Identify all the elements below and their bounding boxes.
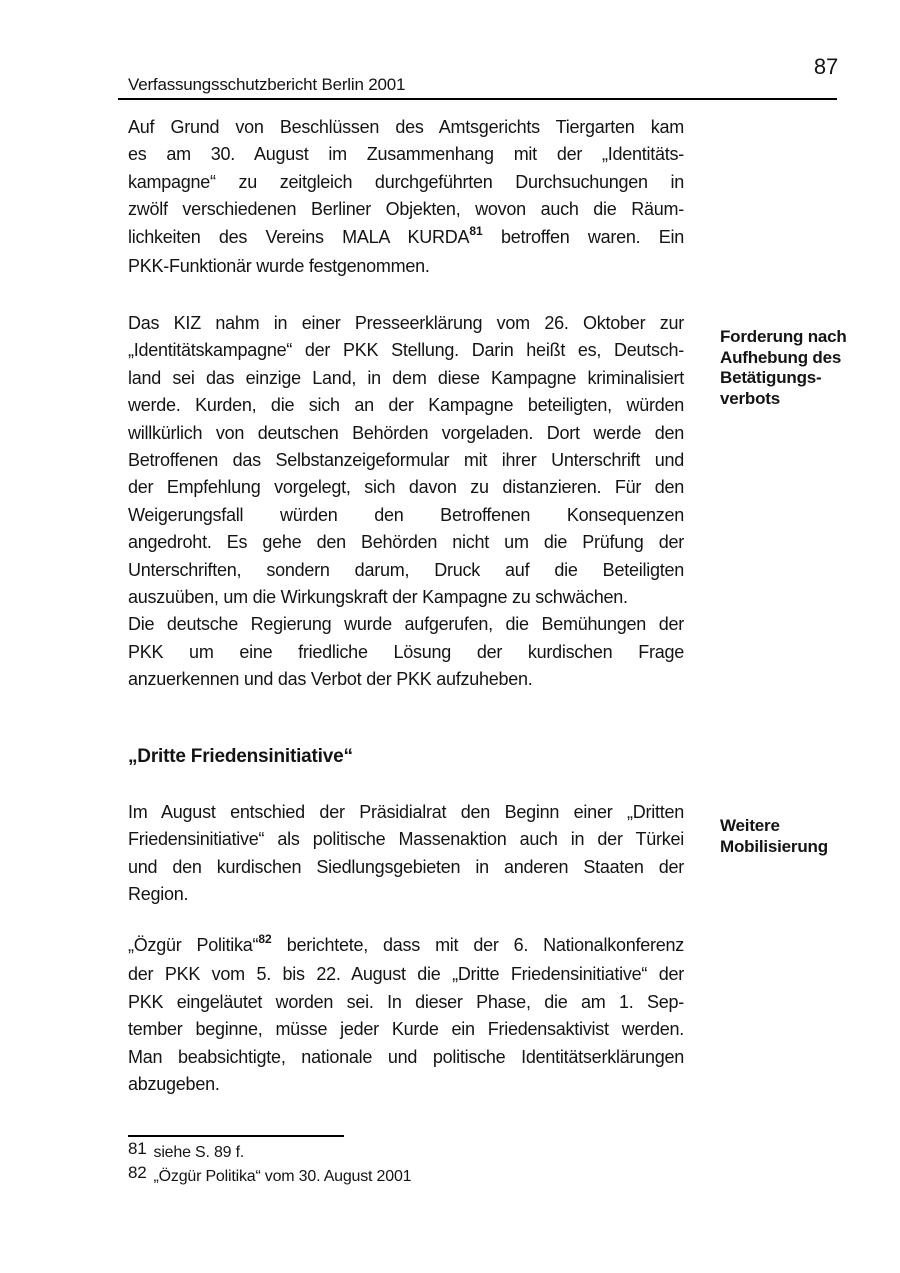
paragraph-oezguer-politika-bericht xyxy=(128,932,684,1098)
text-line: Betätigungs- xyxy=(720,368,822,387)
text-line: PKK-Funktionär wurde festgenommen. xyxy=(128,256,430,277)
paragraph-kiz-presseerklaerung xyxy=(128,310,684,694)
running-header: Verfassungsschutzbericht Berlin 2001 xyxy=(128,75,406,94)
text-line: angedroht. Es gehe den Behörden nicht um die Prüfung der xyxy=(128,532,684,553)
text-line: tember beginne, müsse jeder Kurde ein Friedensaktivist werden. xyxy=(128,1019,684,1040)
text-line: Weitere xyxy=(720,816,780,835)
footnote-reference: 81 xyxy=(469,223,483,238)
footnote-number: 81 xyxy=(128,1139,147,1158)
paragraph-identitaetskampagne-durchsuchungen xyxy=(128,114,684,280)
text-line: Im August entschied der Präsidialrat den Beginn einer „Dritten xyxy=(128,802,684,822)
text-line: Forderung nach xyxy=(720,327,847,346)
text-line: abzugeben. xyxy=(128,1074,220,1095)
text-line: land sei das einzige Land, in dem diese Kampagne kriminalisiert xyxy=(128,367,684,388)
text-line: PKK um eine friedliche Lösung der kurdischen Frage xyxy=(128,641,684,662)
footnote-82 xyxy=(128,1163,688,1186)
text-line: Die deutsche Regierung wurde aufgerufen, die Bemühungen der xyxy=(128,614,684,635)
text-line: „Özgür Politika“$^{82}$ berichtete, dass mit der 6. Nationalkonferenz xyxy=(128,932,684,955)
text-line: willkürlich von deutschen Behörden vorgeladen. Dort werde den xyxy=(128,422,684,443)
footnote-81 xyxy=(128,1139,688,1162)
footnote-reference: 82 xyxy=(258,932,272,946)
text-line: Auf Grund von Beschlüssen des Amtsgerichts Tiergarten kam xyxy=(128,117,684,137)
text-line: anzuerkennen und das Verbot der PKK aufzuheben. xyxy=(128,669,533,690)
text-line: Friedensinitiative“ als politische Massenaktion auch in der Türkei xyxy=(128,829,684,850)
text-line: kampagne“ zu zeitgleich durchgeführten Durchsuchungen in xyxy=(128,171,684,192)
footnote-text: siehe S. 89 f. xyxy=(153,1144,245,1161)
text-line: Region. xyxy=(128,884,189,905)
text-line: Aufhebung des xyxy=(720,347,842,367)
text-line: werde. Kurden, die sich an der Kampagne beteiligten, würden xyxy=(128,395,684,416)
section-heading-dritte-friedensinitiative: „Dritte Friedensinitiative“ xyxy=(128,746,353,767)
text-line: Das KIZ nahm in einer Presseerklärung vom 26. Oktober zur xyxy=(128,313,684,333)
text-line: Man beabsichtigte, nationale und politische Identitätserklärungen xyxy=(128,1046,684,1067)
text-line: PKK eingeläutet worden sei. In dieser Phase, die am 1. Sep- xyxy=(128,991,684,1012)
text-line: Betroffenen das Selbstanzeigeformular mit ihrer Unterschrift und xyxy=(128,450,684,471)
text-line: es am 30. August im Zusammenhang mit der „Identitäts- xyxy=(128,144,684,165)
footnote-number: 82 xyxy=(128,1163,147,1182)
paragraph-praesidialrat-beginn xyxy=(128,799,684,909)
margin-note-aufhebung-betaetigungsverbot xyxy=(720,327,870,409)
text-line: Unterschriften, sondern darum, Druck auf die Beteiligten xyxy=(128,559,684,580)
margin-note-weitere-mobilisierung xyxy=(720,816,870,857)
footnote-rule xyxy=(128,1135,344,1137)
footnote-text: „Özgür Politika“ vom 30. August 2001 xyxy=(153,1168,412,1185)
text-line: Weigerungsfall würden den Betroffenen Konsequenzen xyxy=(128,504,684,525)
header-rule xyxy=(118,98,837,100)
text-line: und den kurdischen Siedlungsgebieten in anderen Staaten der xyxy=(128,856,684,877)
text-line: „Identitätskampagne“ der PKK Stellung. Darin heißt es, Deutsch- xyxy=(128,340,684,361)
text-line: zwölf verschiedenen Berliner Objekten, wovon auch die Räum- xyxy=(128,199,684,220)
text-line: der Empfehlung vorgelegt, sich davon zu distanzieren. Für den xyxy=(128,477,684,498)
text-line: lichkeiten des Vereins MALA KURDA$^{81}$ betroffen waren. Ein xyxy=(128,223,685,247)
text-line: Mobilisierung xyxy=(720,836,828,856)
text-line: auszuüben, um die Wirkungskraft der Kampagne zu schwächen. xyxy=(128,587,628,608)
text-line: verbots xyxy=(720,388,781,408)
page-number: 87 xyxy=(813,54,838,79)
text-line: der PKK vom 5. bis 22. August die „Dritte Friedensinitiative“ der xyxy=(128,964,684,985)
